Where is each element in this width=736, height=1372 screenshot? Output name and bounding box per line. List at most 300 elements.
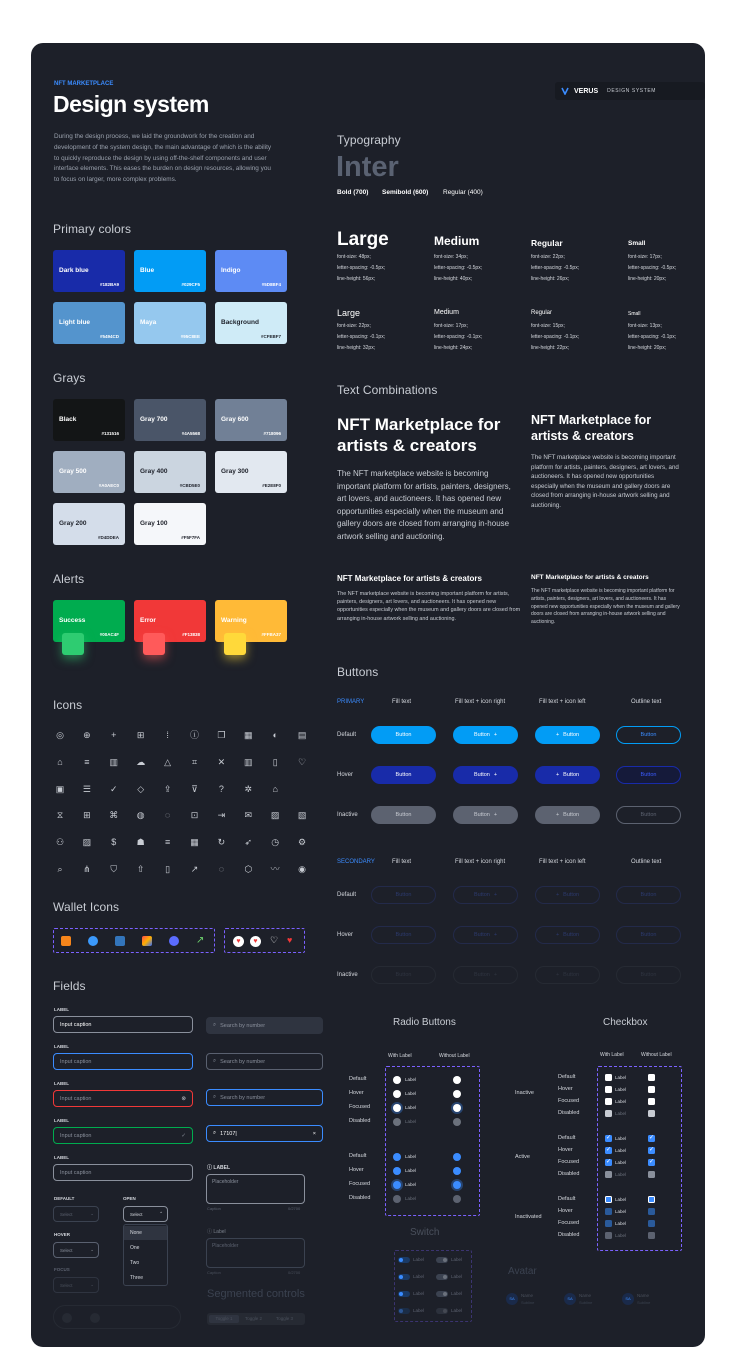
checkbox[interactable]: ✓ [605, 1159, 612, 1165]
button-label: Button [395, 732, 412, 738]
select-focus[interactable]: Select ⌄ [53, 1277, 99, 1293]
switch-toggle[interactable] [436, 1257, 448, 1263]
combo-heading-large: NFT Marketplace for artists & creators [337, 415, 501, 455]
scale-size: font-size: 48px; [337, 254, 371, 260]
swatch-name: Gray 200 [59, 520, 87, 527]
demo-button[interactable] [535, 886, 600, 904]
swatch-name: Maya [140, 319, 157, 326]
switch-label: Label [451, 1257, 463, 1262]
checkbox[interactable] [605, 1074, 612, 1081]
trend-icon: ↗ [190, 864, 199, 874]
demo-button[interactable] [453, 726, 518, 744]
demo-button[interactable] [371, 726, 436, 744]
scale-line-height: line-height: 24px; [434, 345, 473, 351]
demo-button[interactable] [616, 926, 681, 944]
scale-letter-spacing: letter-spacing: -0.1px; [531, 334, 580, 340]
scale-size: font-size: 17px; [628, 254, 662, 260]
search-field-hover[interactable]: ⌕ Search by number [206, 1053, 323, 1070]
segment[interactable]: Toggle 1 [209, 1315, 239, 1323]
checkbox-state-label: Disabled [558, 1232, 580, 1238]
bar-chart-icon: ▥ [109, 756, 119, 767]
demo-button[interactable] [616, 806, 681, 824]
checkbox[interactable] [648, 1232, 655, 1239]
plus-icon: + [493, 892, 498, 898]
trust-wallet-icon[interactable] [115, 936, 125, 946]
brand-sub: DESIGN SYSTEM [607, 88, 657, 94]
switch-toggle[interactable] [436, 1308, 448, 1314]
text-field[interactable] [53, 1127, 193, 1144]
chevron-down-icon: ⌄ [90, 1211, 94, 1216]
arkane-icon[interactable]: ↗ [196, 935, 205, 946]
calendar-check-icon: ▣ [55, 783, 65, 794]
radio-button[interactable] [453, 1153, 461, 1161]
checkbox[interactable] [648, 1220, 655, 1227]
swatch-name: Gray 500 [59, 468, 87, 475]
rocket-icon: ➶ [244, 837, 253, 848]
checkbox[interactable] [605, 1232, 612, 1239]
color-swatch [134, 451, 206, 493]
demo-button[interactable] [453, 966, 518, 984]
gear-icon: ⚙ [298, 837, 307, 848]
scale-line-height: line-height: 26px; [531, 276, 570, 282]
button-label: Button [640, 812, 657, 818]
textarea-caption-2: Caption [207, 1270, 221, 1275]
select-hover[interactable]: Select ⌄ [53, 1242, 99, 1258]
demo-button[interactable] [616, 886, 681, 904]
switch-label: Label [413, 1257, 425, 1262]
radio-label: Label [405, 1154, 417, 1159]
button-label: Button [395, 892, 412, 898]
button-label: Button [473, 812, 490, 818]
file-code-icon: ▯ [165, 864, 171, 874]
checkbox[interactable] [648, 1098, 655, 1105]
checkbox[interactable] [605, 1098, 612, 1105]
swatch-hex: #CFEBF7 [260, 334, 281, 339]
segment[interactable]: Toggle 2 [245, 1316, 263, 1321]
button-column-header: Outline text [631, 699, 662, 705]
select-option[interactable]: Three [130, 1275, 144, 1281]
button-label: Button [395, 932, 412, 938]
swatch-hex: #F13838 [182, 632, 200, 637]
demo-button[interactable] [535, 966, 600, 984]
page-dot[interactable] [90, 1313, 100, 1323]
demo-button[interactable] [371, 966, 436, 984]
demo-button[interactable] [535, 806, 600, 824]
file-icon: ▯ [272, 756, 278, 767]
segmented-title: Segmented controls [207, 1288, 305, 1300]
checkbox[interactable] [605, 1196, 612, 1203]
text-field[interactable] [53, 1164, 193, 1181]
field-placeholder: Input caption [60, 1058, 92, 1065]
radio-state-label: Hover [349, 1167, 364, 1173]
segmented-control[interactable] [207, 1313, 305, 1325]
button-label: Button [395, 812, 412, 818]
search-field-filled[interactable]: ⌕ 17107| × [206, 1125, 323, 1142]
segment[interactable]: Toggle 3 [276, 1316, 294, 1321]
switch-knob [443, 1275, 447, 1279]
scale-letter-spacing: letter-spacing: -0.5px; [628, 265, 677, 271]
refresh-icon: ↻ [217, 837, 226, 848]
scale-letter-spacing: letter-spacing: -0.5px; [337, 265, 386, 271]
scale-line-height: line-height: 20px; [628, 276, 667, 282]
avatar[interactable] [506, 1293, 518, 1305]
switch-knob [443, 1292, 447, 1296]
check-icon: ✓ [110, 783, 118, 794]
demo-button[interactable] [616, 966, 681, 984]
text-combinations-title: Text Combinations [337, 383, 438, 397]
swatch-name: Background [221, 319, 259, 326]
radio-label: Label [405, 1196, 417, 1201]
alert-cube-icon [224, 633, 246, 655]
field-placeholder: Input caption [60, 1095, 92, 1102]
demo-button[interactable] [616, 766, 681, 784]
button-column-header: Fill text + icon right [455, 859, 506, 865]
heart-filled-icon[interactable]: ♥ [250, 936, 261, 947]
swatch-name: Error [140, 617, 156, 624]
swatch-hex: #95C8EE [180, 334, 200, 339]
radio-state-label: Default [349, 1153, 367, 1159]
demo-button[interactable] [453, 766, 518, 784]
plus-icon: + [493, 932, 498, 938]
select-open[interactable]: Select ⌃ [123, 1206, 168, 1222]
upload-icon: ⇪ [163, 783, 172, 794]
button-label: Button [563, 732, 580, 738]
combo-heading-xsmall: NFT Marketplace for artists & creators [531, 574, 649, 581]
radio-frame [385, 1066, 480, 1216]
brand-badge [555, 82, 705, 100]
swatch-hex: #182BA9 [99, 282, 119, 287]
select-hover-label: HOVER [54, 1232, 71, 1237]
scale-name: Large [337, 229, 389, 250]
alert-cube-icon [143, 633, 165, 655]
swatch-hex: #5494CD [99, 334, 119, 339]
demo-button[interactable] [371, 886, 436, 904]
checkbox[interactable] [648, 1110, 655, 1117]
radio-button[interactable] [393, 1181, 401, 1189]
radio-button[interactable] [393, 1076, 401, 1084]
textarea[interactable]: Placeholder [206, 1174, 305, 1204]
demo-button[interactable] [371, 806, 436, 824]
switch-label: Label [413, 1291, 425, 1296]
switch-toggle[interactable] [398, 1291, 410, 1297]
button-section-label: SECONDARY [337, 859, 375, 865]
fortmatic-icon[interactable] [169, 936, 179, 946]
button-label: Button [473, 892, 490, 898]
page-dot[interactable] [62, 1313, 72, 1323]
page-title: Design system [53, 91, 209, 117]
select-default-label: DEFAULT [54, 1196, 75, 1201]
radio-label: Label [405, 1091, 417, 1096]
info-icon: ⓘ [207, 1229, 214, 1235]
demo-button[interactable] [453, 926, 518, 944]
demo-button[interactable] [535, 766, 600, 784]
scale-size: font-size: 22px; [337, 323, 371, 329]
swatch-name: Blue [140, 267, 155, 274]
avatar-title: Avatar [508, 1266, 537, 1277]
checkbox[interactable] [648, 1196, 655, 1203]
switch-toggle[interactable] [436, 1274, 448, 1280]
select-option[interactable]: One [130, 1245, 140, 1251]
button-label: Button [473, 972, 490, 978]
radio-button[interactable] [393, 1195, 401, 1203]
checkbox[interactable]: ✓ [648, 1147, 655, 1153]
swatch-name: Indigo [221, 267, 241, 274]
checkbox-label: Label [615, 1197, 627, 1202]
scale-line-height: line-height: 40px; [434, 276, 473, 282]
checkbox-state-label: Hover [558, 1147, 573, 1153]
bulb-icon: ◌ [164, 810, 171, 821]
button-label: Button [563, 892, 580, 898]
qr-icon: ▦ [190, 837, 199, 848]
font-family-name: Inter [336, 151, 399, 183]
textarea-counter: 0/2700 [288, 1206, 301, 1211]
plus-circle-icon: ⊕ [83, 730, 91, 740]
filter-off-icon: ⊽ [191, 783, 198, 794]
color-swatch [134, 399, 206, 441]
combo-body-medium: The NFT marketplace website is becoming important platform for artists, painters, designers, art lovers, and auctioneers. It has opened new opportunities especially when the museum and gallery doors are closed from arranging in-house artwork selling and auctioning. [531, 454, 679, 509]
select-option[interactable]: Two [130, 1260, 140, 1266]
color-swatch [53, 451, 125, 493]
checkbox[interactable] [648, 1086, 655, 1093]
search-field-default[interactable]: ⌕ Search by number [206, 1017, 323, 1034]
design-system-board [31, 43, 705, 1347]
checkbox-state-label: Hover [558, 1208, 573, 1214]
button-label: Button [473, 772, 490, 778]
color-swatch [134, 302, 206, 344]
gallery-icon: ▧ [297, 810, 307, 821]
button-label: Button [473, 732, 490, 738]
radio-label: Label [405, 1077, 417, 1082]
receipt-icon: ▥ [244, 756, 253, 767]
combo-body-large: The NFT marketplace website is becoming important platform for artists, painters, designers, art lovers, and auctioneers. It has opened new opportunities especially when the museum and gallery doors are closed from arranging in-house artwork selling and auctioning. [337, 469, 511, 541]
checkbox[interactable] [605, 1220, 612, 1227]
checkbox[interactable] [648, 1208, 655, 1215]
clear-icon[interactable]: × [312, 1130, 316, 1137]
button-label: Button [395, 972, 412, 978]
textarea-caption: Caption [207, 1206, 221, 1211]
radio-button[interactable] [453, 1195, 461, 1203]
demo-button[interactable] [453, 886, 518, 904]
heart-line-icon[interactable]: ♡ [270, 935, 279, 945]
button-label: Button [563, 932, 580, 938]
field-placeholder: Input caption [60, 1169, 92, 1176]
radio-button[interactable] [453, 1090, 461, 1098]
demo-button[interactable] [616, 726, 681, 744]
metamask-icon[interactable] [61, 936, 71, 946]
text-field[interactable] [53, 1090, 193, 1107]
switch-label: Label [413, 1308, 425, 1313]
scale-size: font-size: 13px; [628, 323, 662, 329]
radio-state-label: Focused [349, 1181, 371, 1187]
demo-button[interactable] [371, 766, 436, 784]
grid-dots-icon: ⁞ [166, 730, 169, 740]
eye-off-icon: ◌ [218, 864, 225, 874]
button-state-label: Default [337, 732, 357, 738]
button-column-header: Fill text [392, 859, 412, 865]
button-state-label: Default [337, 892, 357, 898]
button-column-header: Fill text + icon left [539, 699, 586, 705]
radio-button[interactable] [393, 1153, 401, 1161]
heart-outline-icon[interactable]: ♥ [233, 936, 244, 947]
switch-toggle[interactable] [398, 1308, 410, 1314]
button-label: Button [640, 772, 657, 778]
checkbox[interactable] [605, 1086, 612, 1093]
ghost-icon: ☗ [136, 837, 145, 848]
switch-toggle[interactable] [436, 1291, 448, 1297]
checkbox[interactable]: ✓ [648, 1135, 655, 1141]
radio-label: Label [405, 1105, 417, 1110]
demo-button[interactable] [535, 726, 600, 744]
search-field-focus[interactable]: ⌕ Search by number [206, 1089, 323, 1106]
intro-text: During the design process, we laid the groundwork for the creation and development of the system design, the main advantage of which is the ability to quickly reproduce the design by using off-the-shelf components and user interface elements. This eases the burden on design resources, allowing you to focus on larger, more complex problems. [54, 133, 272, 184]
checkbox-state-label: Disabled [558, 1171, 580, 1177]
checkbox[interactable]: ✓ [605, 1147, 612, 1153]
button-state-label: Hover [337, 932, 354, 938]
color-swatch [53, 250, 125, 292]
scale-line-height: line-height: 20px; [628, 345, 667, 351]
shapes-icon: △ [164, 756, 172, 767]
checkbox-label: Label [615, 1075, 627, 1080]
checkbox[interactable] [605, 1110, 612, 1117]
swatch-name: Dark blue [59, 267, 89, 274]
menu-icon: ☰ [82, 783, 91, 794]
swatch-name: Black [59, 416, 77, 423]
checkbox-group-label: Inactive [515, 1090, 534, 1096]
swatch-name: Gray 400 [140, 468, 168, 475]
demo-button[interactable] [535, 926, 600, 944]
lines-icon: ≡ [164, 837, 171, 848]
swatch-name: Gray 300 [221, 468, 249, 475]
scale-size: font-size: 22px; [531, 254, 565, 260]
checkbox[interactable] [648, 1171, 655, 1178]
swatch-hex: #718096 [263, 431, 281, 436]
select-default[interactable]: Select ⌄ [53, 1206, 99, 1222]
button-state-label: Hover [337, 772, 354, 778]
demo-button[interactable] [453, 806, 518, 824]
field-label: LABEL [54, 1007, 69, 1012]
coin-icon: ◐ [272, 730, 278, 740]
button-label: Button [563, 812, 580, 818]
swatch-hex: #E2E8F0 [262, 483, 281, 488]
rainbow-icon[interactable] [142, 936, 152, 946]
checkbox[interactable] [648, 1074, 655, 1081]
radio-button[interactable] [453, 1167, 461, 1175]
radio-title: Radio Buttons [393, 1017, 456, 1028]
switch-toggle[interactable] [398, 1274, 410, 1280]
clock-icon: ◷ [271, 837, 280, 848]
switch-knob [399, 1292, 403, 1296]
shield-icon: ⛉ [110, 864, 118, 874]
swatch-hex: #F5F7FA [181, 535, 200, 540]
info-icon: ⓘ [207, 1165, 214, 1171]
plus-icon: + [493, 772, 498, 778]
text-field[interactable] [53, 1053, 193, 1070]
scale-letter-spacing: letter-spacing: -0.1px; [337, 334, 386, 340]
radio-state-label: Focused [349, 1104, 371, 1110]
swatch-hex: #5D8BF4 [261, 282, 281, 287]
swatch-hex: #00AC4F [99, 632, 119, 637]
button-label: Button [473, 932, 490, 938]
radio-label: Label [405, 1182, 417, 1187]
diamond-icon: ◇ [137, 783, 145, 794]
plus-icon: + [555, 732, 560, 738]
textarea-disabled: Placeholder [206, 1238, 305, 1268]
text-field[interactable] [53, 1016, 193, 1033]
field-placeholder: Input caption [60, 1132, 92, 1139]
radio-label: Label [405, 1119, 417, 1124]
checkbox-state-label: Focused [558, 1098, 580, 1104]
select-option[interactable]: None [130, 1230, 142, 1236]
swatch-name: Gray 700 [140, 416, 168, 423]
radio-button[interactable] [453, 1181, 461, 1189]
checkbox[interactable] [605, 1171, 612, 1178]
coinbase-icon[interactable] [88, 936, 98, 946]
textarea-label-2: ⓘ Label [207, 1229, 226, 1235]
button-label: Button [640, 972, 657, 978]
checkbox[interactable]: ✓ [648, 1159, 655, 1165]
settings-icon: ✲ [244, 783, 253, 794]
field-label: LABEL [54, 1155, 69, 1160]
weight-bold: Bold (700) [337, 189, 369, 196]
radio-button[interactable] [393, 1090, 401, 1098]
radio-button[interactable] [453, 1118, 461, 1126]
checkbox-with-label: With Label [600, 1052, 624, 1058]
calendar-icon: ▦ [244, 730, 253, 740]
search-icon: ⌕ [57, 864, 63, 874]
radio-button[interactable] [453, 1076, 461, 1084]
heart-red-icon[interactable]: ♥ [287, 935, 293, 945]
plus-icon: + [493, 812, 498, 818]
checkbox-label: Label [615, 1160, 627, 1165]
scale-letter-spacing: letter-spacing: -0.1px; [434, 334, 483, 340]
scale-name: Medium [434, 309, 459, 316]
avatar[interactable] [622, 1293, 634, 1305]
field-label: LABEL [54, 1044, 69, 1049]
plus-icon: + [493, 732, 498, 738]
scale-letter-spacing: letter-spacing: -0.1px; [628, 334, 677, 340]
checkbox[interactable]: ✓ [605, 1135, 612, 1141]
checkbox[interactable] [605, 1208, 612, 1215]
radio-button[interactable] [393, 1167, 401, 1175]
button-column-header: Outline text [631, 859, 662, 865]
checkbox-state-label: Default [558, 1074, 576, 1080]
demo-button[interactable] [371, 926, 436, 944]
avatar-subline: Subline [637, 1300, 651, 1305]
swatch-name: Gray 100 [140, 520, 168, 527]
plus-icon: + [555, 972, 560, 978]
empty-icon [296, 783, 308, 795]
avatar[interactable] [564, 1293, 576, 1305]
swatch-name: Warning [221, 617, 247, 624]
button-label: Button [395, 772, 412, 778]
clear-icon[interactable]: ⊗ [181, 1095, 186, 1102]
chevron-down-icon: ⌄ [90, 1282, 94, 1287]
combo-body-xsmall: The NFT marketplace website is becoming important platform for artists, painters, designers, art lovers, and auctioneers. It has opened new opportunities especially when the museum and gallery doors are closed from arranging in-house artwork selling and auctioning. [531, 588, 680, 626]
switch-toggle[interactable] [398, 1257, 410, 1263]
radio-button[interactable] [393, 1104, 401, 1112]
verus-logo-icon [561, 87, 569, 95]
wallet-group-secondary [224, 928, 305, 953]
checkbox-label: Label [615, 1136, 627, 1141]
color-swatch [134, 250, 206, 292]
switch-knob [443, 1309, 447, 1313]
radio-button[interactable] [393, 1118, 401, 1126]
wallet-icons-title: Wallet Icons [53, 900, 120, 914]
radio-button[interactable] [453, 1104, 461, 1112]
checkbox-label: Label [615, 1209, 627, 1214]
button-label: Button [640, 932, 657, 938]
button-label: Button [640, 732, 657, 738]
